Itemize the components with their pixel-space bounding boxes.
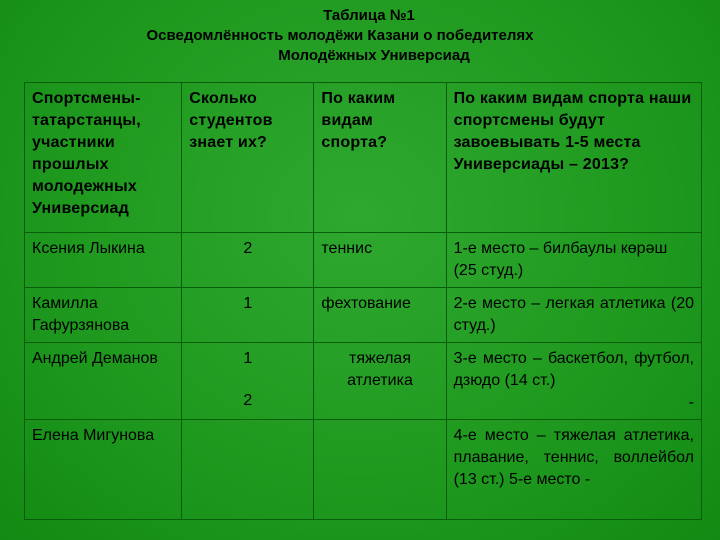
athlete-name: Ксения Лыкина (25, 233, 182, 288)
students-count: 1 (182, 288, 314, 343)
sport-type: тяжелая атлетика (314, 343, 446, 420)
forecast-cell: 1-е место – билбаулы көрәш (25 студ.) (446, 233, 701, 288)
table-row (25, 233, 702, 288)
title-line-1: Таблица №1 (323, 7, 415, 24)
sport-type (314, 420, 446, 520)
forecast-cell (446, 343, 701, 420)
students-count: 1 (243, 350, 253, 367)
forecast-tail: - (688, 394, 694, 411)
sport-type: фехтование (314, 288, 446, 343)
forecast-cell: 4-е место – тяжелая атлетика, плавание, теннис, воллейбол (13 ст.) 5-е место - (446, 420, 701, 520)
header-athletes: Спортсмены-татарстанцы, участники прошлых молодежных Универсиад (25, 83, 182, 233)
athlete-name: Камилла Гафурзянова (25, 288, 182, 343)
athlete-name: Андрей Деманов (25, 343, 182, 420)
header-sports: По каким видам спорта? (314, 83, 446, 233)
students-count: 2 (182, 233, 314, 288)
sport-type: теннис (314, 233, 446, 288)
table-row (25, 420, 702, 520)
header-students-count: Сколько студентов знает их? (182, 83, 314, 233)
header-forecast: По каким видам спорта наши спортсмены будут завоевывать 1-5 места Универсиады – 2013? (446, 83, 701, 233)
title-line-2: Осведомлённость молодёжи Казани о победителях (146, 27, 534, 44)
forecast-cell: 2-е место – легкая атлетика (20 студ.) (446, 288, 701, 343)
survey-table (24, 82, 702, 520)
table-title (0, 6, 720, 66)
students-count-cell (182, 343, 314, 420)
athlete-name: Елена Мигунова (25, 420, 182, 520)
students-count-secondary: 2 (243, 392, 253, 409)
students-count (182, 420, 314, 520)
table-row (25, 343, 702, 420)
forecast-text: 3-е место – баскетбол, футбол, дзюдо (14 ст.) (453, 350, 694, 389)
title-line-3: Молодёжных Универсиад (278, 47, 470, 64)
table-header-row (25, 83, 702, 233)
table-row (25, 288, 702, 343)
